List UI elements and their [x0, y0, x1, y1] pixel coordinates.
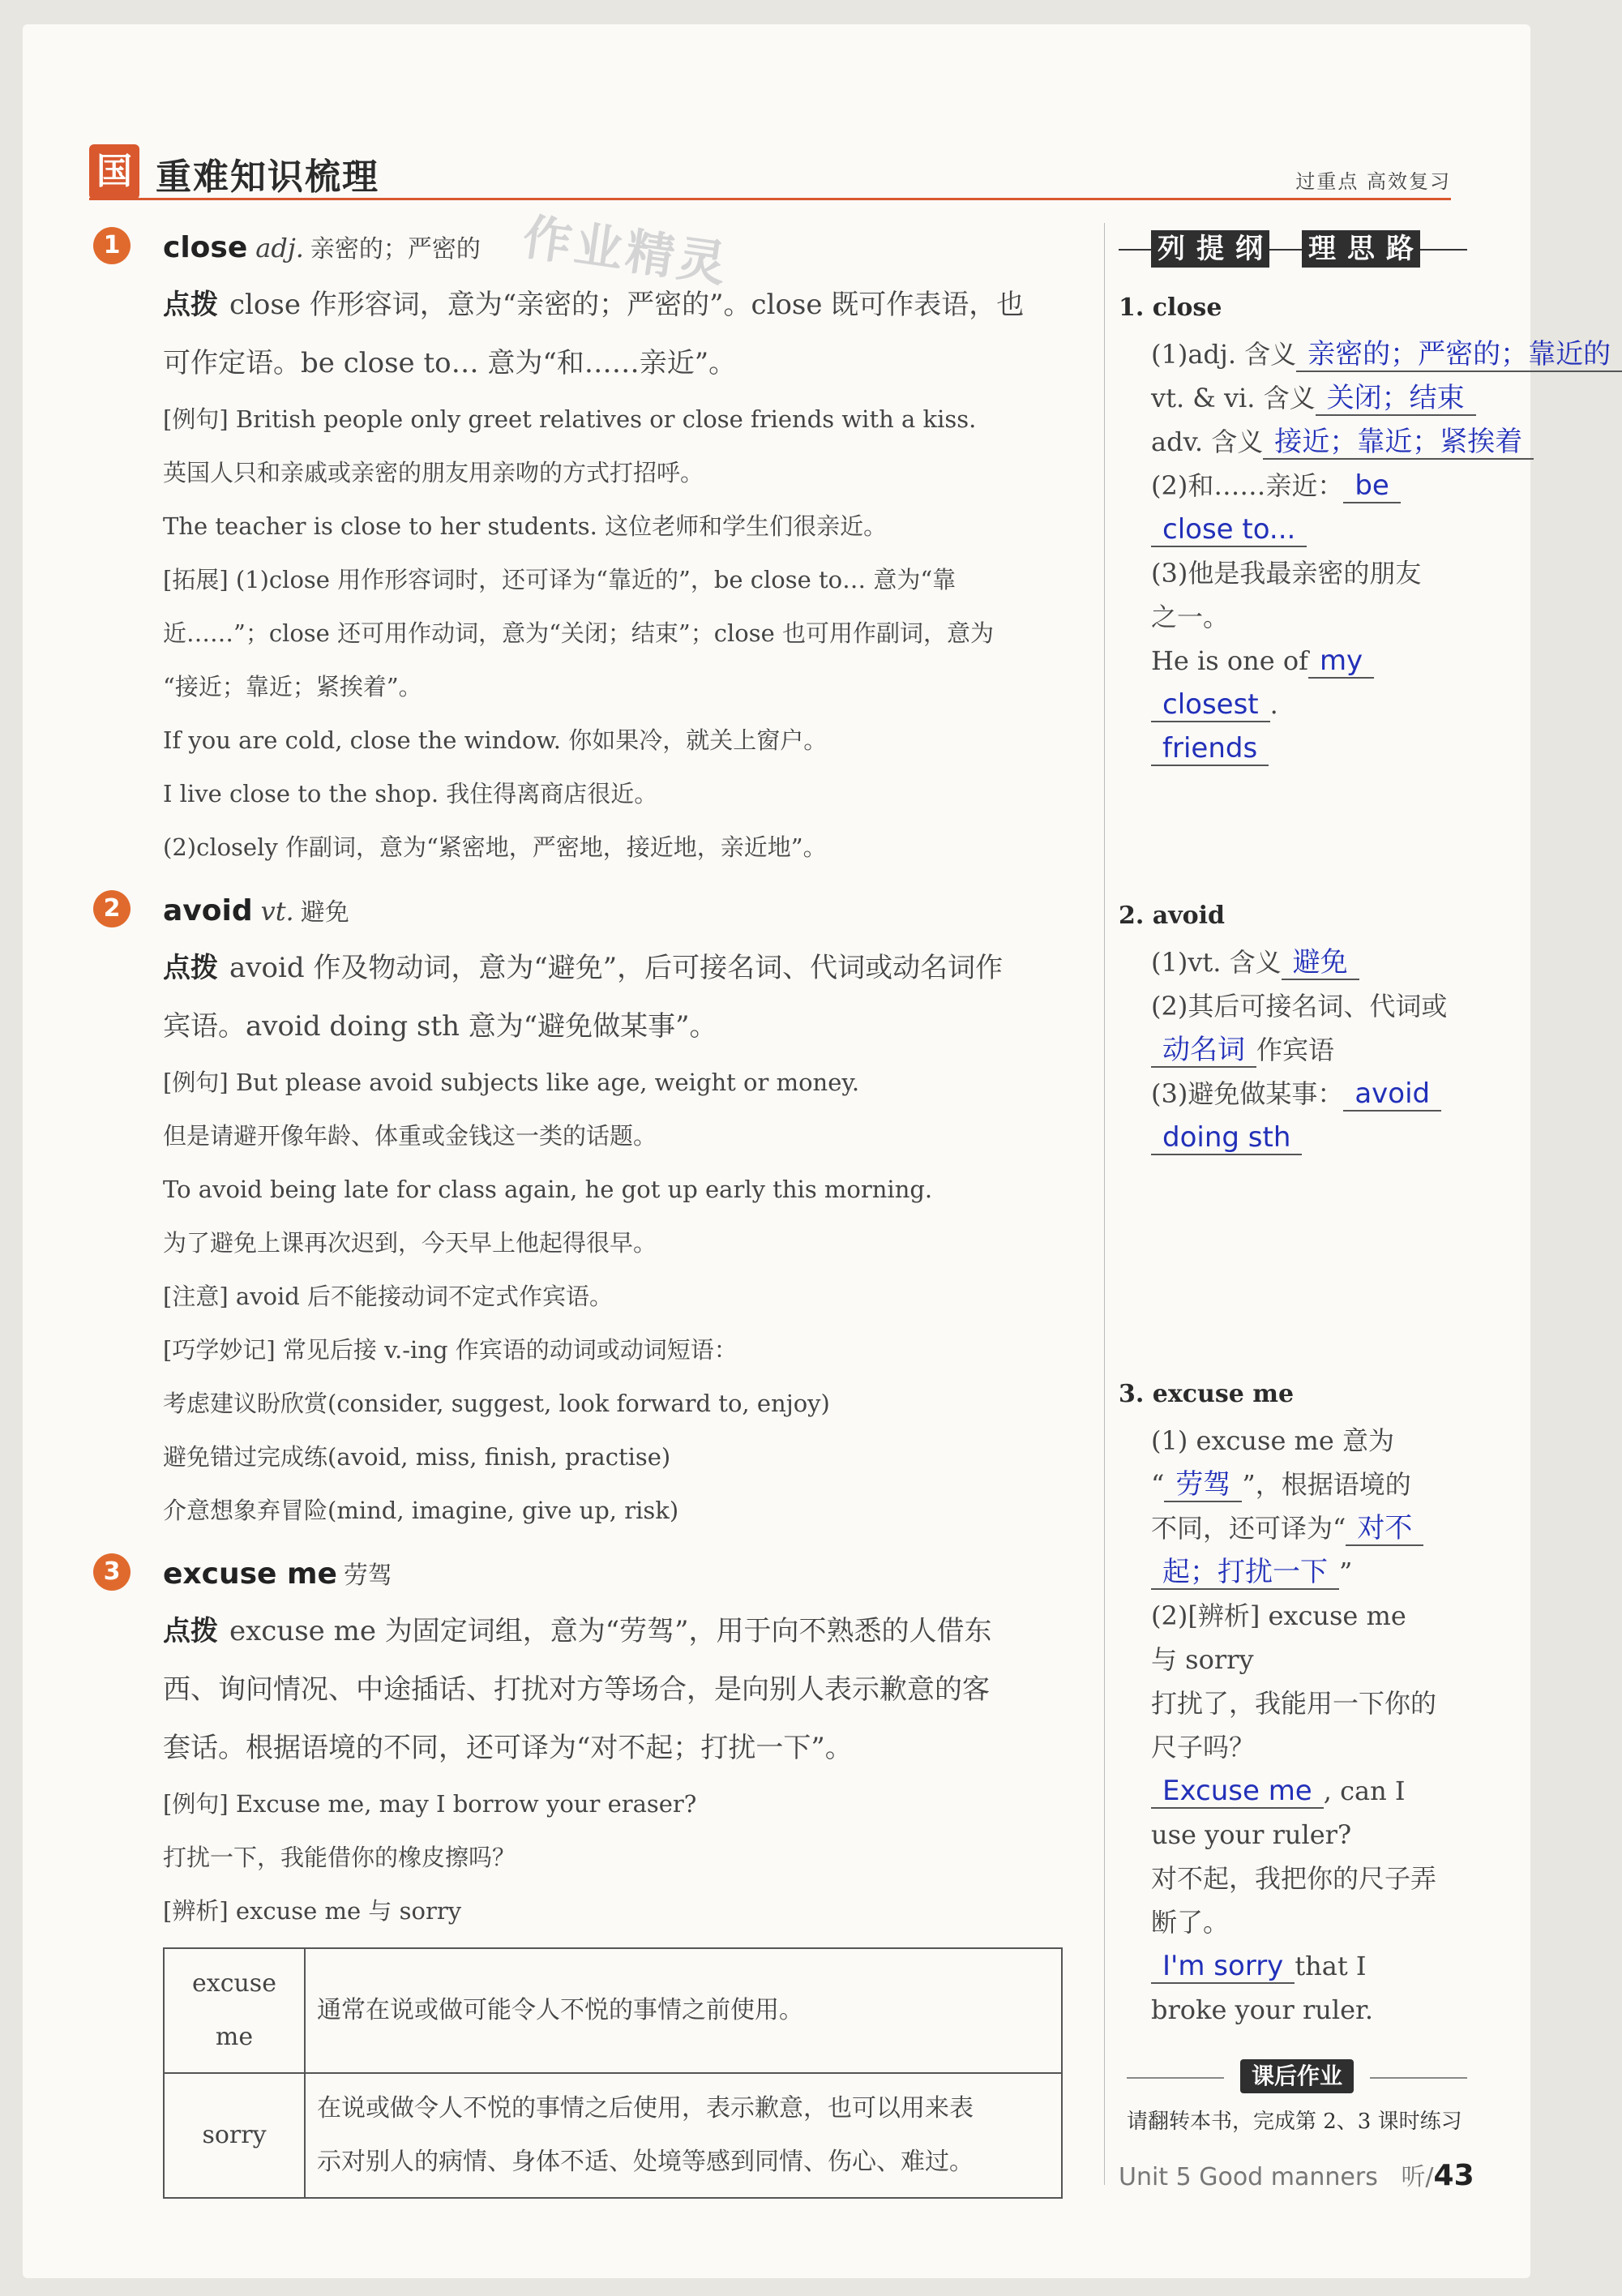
dianbo-line: 点拨 avoid 作及物动词，意为“避免”，后可接名词、代词或动名词作: [163, 952, 1004, 984]
table-row: [164, 1948, 1062, 2073]
section-number: 1: [93, 227, 131, 264]
header-rule: [89, 198, 1451, 200]
outline-line: (1)adj. 含义 亲密的；严密的；靠近的: [1119, 332, 1467, 376]
header-title: 重难知识梳理: [156, 156, 379, 198]
outline-line: 尺子吗？: [1151, 1732, 1256, 1763]
handwritten-answer: 对不: [1346, 1512, 1423, 1546]
outline-item-title: 1. close: [1119, 293, 1222, 322]
outline-line: 断了。: [1151, 1907, 1230, 1938]
table-key: sorry: [164, 2073, 305, 2198]
outline-line: I'm sorry that I: [1119, 1944, 1467, 1988]
outline-line: use your ruler?: [1151, 1819, 1352, 1850]
dianbo-line: 点拨 close 作形容词，意为“亲密的；严密的”。close 既可作表语，也: [163, 289, 1025, 321]
note-line: [例句] British people only greet relatives or close friends with a kiss.: [163, 405, 977, 433]
section-close: [93, 219, 1098, 874]
outline-line: [1119, 508, 1467, 551]
word-meaning: 避免: [300, 898, 349, 927]
handwritten-answer: 关闭；结束: [1316, 382, 1476, 416]
outline-line: (3)避免做某事： avoid: [1119, 1072, 1467, 1116]
watermark: 作业精灵: [519, 208, 733, 294]
table-row: [164, 2073, 1062, 2198]
outline-line: 动名词 作宾语: [1119, 1028, 1467, 1072]
note-line: 英国人只和亲戚或亲密的朋友用亲吻的方式打招呼。: [163, 459, 704, 486]
homework-label: 课后作业: [1240, 2059, 1354, 2093]
handwritten-answer: Excuse me: [1151, 1775, 1324, 1809]
outline-item: [1119, 892, 1467, 1159]
note-line: I live close to the shop. 我住得离商店很近。: [163, 780, 658, 807]
handwritten-answer: I'm sorry: [1151, 1950, 1295, 1984]
outline-banner: 列 提 纲 理 思 路: [1119, 227, 1467, 272]
page-number: 43: [1433, 2159, 1474, 2192]
comparison-table: [163, 1947, 1063, 2199]
outline-line: (3)他是我最亲密的朋友: [1151, 558, 1422, 589]
table-key: excuse me: [164, 1948, 305, 2073]
outline-line: 打扰了，我能用一下你的: [1151, 1688, 1437, 1719]
note-line: 但是请避开像年龄、体重或金钱这一类的话题。: [163, 1122, 657, 1150]
outline-items: [1119, 284, 1611, 2032]
outline-item: [1119, 1370, 1467, 2032]
note-line: [拓展] (1)close 用作形容词时，还可译为“靠近的”，be close to… 意为“靠: [163, 566, 957, 593]
note-line: “接近；靠近；紧挨着”。: [163, 673, 422, 700]
section-header: [65, 130, 1467, 203]
note-line: 近……”；close 还可用作动词，意为“关闭；结束”；close 也可用作副词，意为: [163, 619, 994, 647]
note-line: [例句] Excuse me, may I borrow your eraser?: [163, 1790, 697, 1818]
table-value: 在说或做令人不悦的事情之后使用，表示歉意，也可以用来表 示对别人的病情、身体不适、处境等感到同情、伤心、难过。: [305, 2073, 1062, 2198]
word-meaning: 亲密的；严密的: [310, 235, 481, 263]
outline-column: [1119, 227, 1611, 2032]
outline-line: vt. & vi. 含义 关闭；结束: [1119, 376, 1467, 420]
handwritten-answer: 起；打扰一下: [1151, 1556, 1339, 1590]
outline-item-title: 2. avoid: [1119, 902, 1226, 930]
outline-line: adv. 含义 接近；靠近；紧挨着: [1119, 420, 1467, 464]
handwritten-answer: 亲密的；严密的；靠近的: [1296, 338, 1622, 372]
handwritten-answer: closest: [1151, 688, 1270, 722]
outline-line: 起；打扰一下 ”: [1119, 1550, 1467, 1594]
outline-line: 与 sorry: [1151, 1644, 1254, 1675]
handwritten-answer: friends: [1151, 732, 1269, 766]
outline-item: [1119, 284, 1611, 770]
note-line: If you are cold, close the window. 你如果冷，就关上窗户。: [163, 726, 828, 754]
section-avoid: [93, 882, 1098, 1537]
outline-line: (2)和……亲近： be: [1119, 464, 1467, 508]
outline-item-title: 3. excuse me: [1119, 1380, 1295, 1408]
dianbo-line: 西、询问情况、中途插话、打扰对方等场合，是向别人表示歉意的客: [163, 1673, 990, 1706]
outline-line: broke your ruler.: [1151, 1994, 1373, 2025]
outline-line: Excuse me , can I: [1119, 1769, 1467, 1813]
note-line: The teacher is close to her students. 这位老师和学生们很亲近。: [163, 512, 888, 540]
handwritten-answer: doing sth: [1151, 1121, 1302, 1155]
section-word: avoid vt. 避免: [163, 894, 349, 927]
outline-line: 之一。: [1151, 602, 1230, 632]
outline-line: (1) excuse me 意为: [1151, 1425, 1395, 1456]
page-footer: [1119, 2157, 1474, 2192]
note-line: [辨析] excuse me 与 sorry: [163, 1897, 462, 1925]
word-meaning: 劳驾: [343, 1561, 392, 1590]
note-line: 为了避免上课再次迟到，今天早上他起得很早。: [163, 1229, 657, 1257]
handwritten-answer: be: [1343, 469, 1401, 503]
note-line: 考虑建议盼欣赏(consider, suggest, look forward to, enjoy): [163, 1390, 830, 1417]
handwritten-answer: 劳驾: [1164, 1468, 1242, 1502]
homework-text: 请翻转本书，完成第 2、3 课时练习: [1127, 2110, 1462, 2134]
outline-line: (1)vt. 含义 避免: [1119, 940, 1467, 984]
section-number: 2: [93, 890, 131, 927]
note-line: 介意想象弃冒险(mind, imagine, give up, risk): [163, 1497, 679, 1524]
part-of-speech: adj.: [255, 233, 304, 263]
part-of-speech: vt.: [260, 896, 294, 927]
notes-column: [93, 219, 1098, 2207]
table-value: 通常在说或做可能令人不悦的事情之前使用。: [305, 1948, 1062, 2073]
note-line: (2)closely 作副词，意为“紧密地，严密地，接近地，亲近地”。: [163, 833, 827, 861]
note-line: [例句] But please avoid subjects like age, weight or money.: [163, 1069, 860, 1096]
handwritten-answer: 避免: [1282, 946, 1359, 980]
note-line: To avoid being late for class again, he got up early this morning.: [163, 1176, 933, 1203]
outline-line: 不同，还可译为“ 对不: [1119, 1506, 1467, 1550]
unit-label: Unit 5 Good manners: [1119, 2163, 1378, 2191]
outline-line: He is one of my: [1119, 639, 1467, 683]
outline-line: (2)其后可接名词、代词或: [1151, 991, 1448, 1022]
section-label: 听/: [1401, 2163, 1434, 2191]
outline-line: closest .: [1119, 683, 1467, 726]
outline-line: [1119, 1116, 1467, 1159]
handwritten-answer: 动名词: [1151, 1034, 1256, 1068]
dianbo-line: 宾语。avoid doing sth 意为“避免做某事”。: [163, 1010, 717, 1043]
outline-line: [1119, 726, 1467, 770]
handwritten-answer: avoid: [1343, 1077, 1441, 1112]
outline-line: (2)[辨析] excuse me: [1151, 1600, 1406, 1631]
note-line: 打扰一下，我能借你的橡皮擦吗？: [163, 1844, 516, 1871]
outline-line: “ 劳驾 ”，根据语境的: [1151, 1468, 1411, 1501]
header-tagline: 过重点 高效复习: [1295, 170, 1451, 193]
note-line: [巧学妙记] 常见后接 v.-ing 作宾语的动词或动词短语：: [163, 1336, 738, 1364]
note-line: 避免错过完成练(avoid, miss, finish, practise): [163, 1443, 671, 1471]
column-divider: [1104, 223, 1105, 2185]
handwritten-answer: close to...: [1151, 513, 1307, 547]
outline-line: 对不起，我把你的尺子弄: [1151, 1863, 1437, 1894]
section-excuse-me: [93, 1545, 1098, 2199]
header-icon: 国: [89, 144, 139, 199]
dianbo-line: 套话。根据语境的不同，还可译为“对不起；打扰一下”。: [163, 1732, 853, 1764]
note-line: [注意] avoid 后不能接动词不定式作宾语。: [163, 1283, 614, 1310]
dianbo-line: 点拨 excuse me 为固定词组，意为“劳驾”，用于向不熟悉的人借东: [163, 1615, 992, 1647]
section-word: excuse me 劳驾: [163, 1557, 392, 1591]
handwritten-answer: 接近；靠近；紧挨着: [1263, 426, 1534, 460]
handwritten-answer: my: [1308, 645, 1374, 679]
section-word: close adj. 亲密的；严密的: [163, 231, 481, 264]
dianbo-line: 可作定语。be close to… 意为“和……亲近”。: [163, 347, 737, 379]
section-number: 3: [93, 1553, 131, 1591]
